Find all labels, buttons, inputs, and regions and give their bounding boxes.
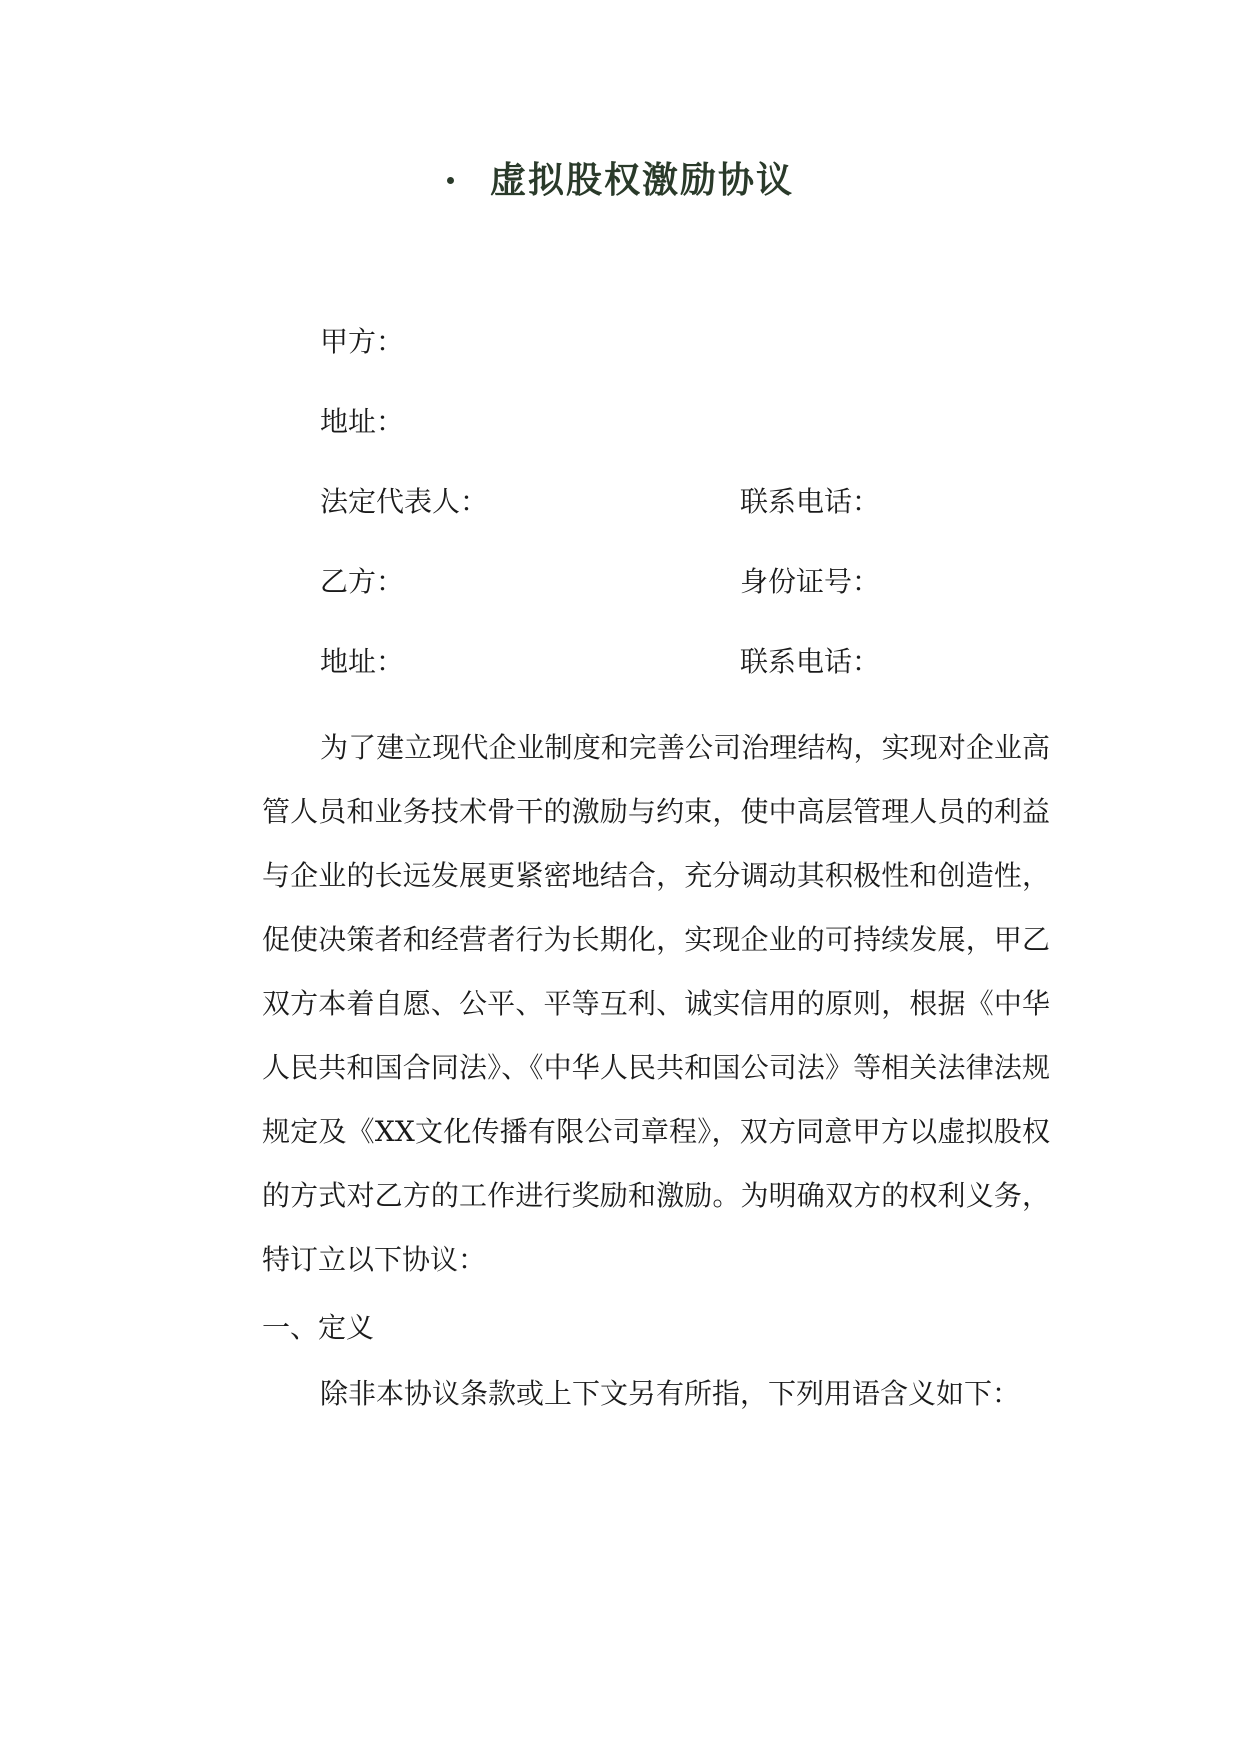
party-b-address-label: 地址： xyxy=(320,645,405,678)
definitions-intro-text: 除非本协议条款或上下文另有所指，下列用语含义如下： xyxy=(320,1377,1021,1410)
party-a-label: 甲方： xyxy=(320,325,405,358)
bullet-icon xyxy=(447,177,454,184)
party-a-phone-label: 联系电话： xyxy=(740,485,881,518)
party-a-address-label: 地址： xyxy=(320,405,405,438)
preamble-paragraph: 为了建立现代企业制度和完善公司治理结构，实现对企业高管人员和业务技术骨干的激励与约束，使中高层管理人员的利益与企业的长远发展更紧密地结合，充分调动其积极性和创造性，促使决策者和经营者行为长期化，实现企业的可持续发展，甲乙双方本着自愿、公平、平等互利、诚实信用的原则，根据《中华人民共和国合同法》、《中华人民共和国公司法》等相关法律法规规定及《XX文化传播有限公司章程》，双方同意甲方以虚拟股权的方式对乙方的工作进行奖励和激励。为明确双方的权利义务，特订立以下协议： xyxy=(262,731,1050,1276)
section-heading-definitions: 一、定义 xyxy=(262,1311,375,1344)
party-b-id-label: 身份证号： xyxy=(740,565,881,598)
party-b-label: 乙方： xyxy=(320,565,405,598)
document-title-row xyxy=(0,152,1241,203)
document-title: 虚拟股权激励协议 xyxy=(489,159,794,201)
legal-rep-label: 法定代表人： xyxy=(320,485,489,518)
party-b-phone-label: 联系电话： xyxy=(740,645,881,678)
